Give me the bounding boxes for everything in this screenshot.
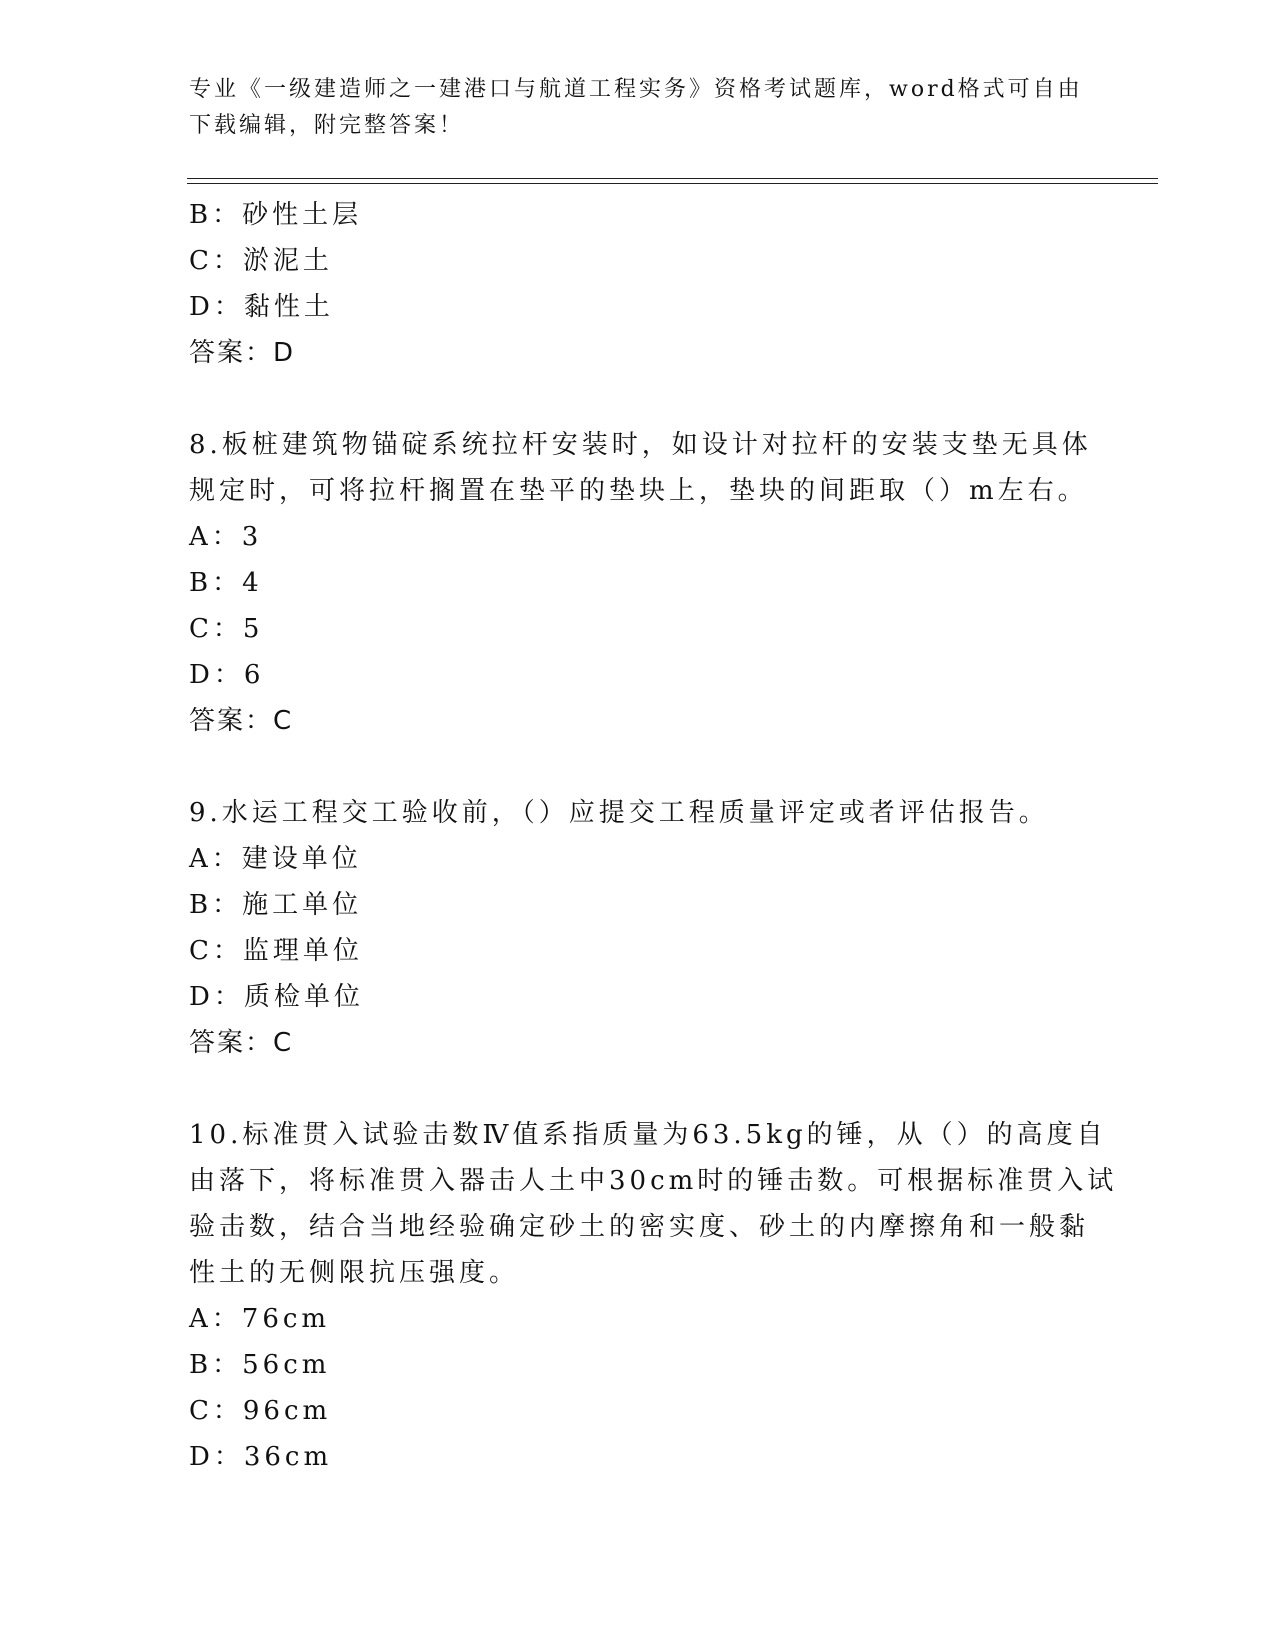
question-8 [189, 422, 1092, 744]
q10-stem-line-3: 验击数，结合当地经验确定砂土的密实度、砂土的内摩擦角和一般黏 [189, 1212, 1090, 1242]
question-10 [189, 1112, 1118, 1480]
q10-option-d: D：36cm [189, 1442, 333, 1472]
q10-option-c: C：96cm [189, 1396, 332, 1426]
q10-option-b: B：56cm [189, 1350, 331, 1380]
q10-stem-line-2: 由落下，将标准贯入器击人土中30cm时的锤击数。可根据标准贯入试 [189, 1166, 1118, 1196]
q7-option-b: B：砂性土层 [189, 200, 363, 230]
question-9 [189, 790, 1089, 1066]
question-content [189, 192, 1118, 1480]
q8-answer: 答案：C [189, 706, 294, 736]
q7-option-d: D：黏性土 [189, 292, 334, 322]
q8-stem-line-1: 8.板桩建筑物锚碇系统拉杆安装时，如设计对拉杆的安装支垫无具体 [189, 430, 1092, 460]
q7-option-c: C：淤泥土 [189, 246, 333, 276]
q7-answer: 答案：D [189, 338, 296, 368]
q8-option-b: B：4 [189, 568, 263, 598]
q9-stem-line-1: 9.水运工程交工验收前，（）应提交工程质量评定或者评估报告。 [189, 798, 1049, 828]
q9-answer: 答案：C [189, 1028, 294, 1058]
q8-stem-line-2: 规定时，可将拉杆搁置在垫平的垫块上，垫块的间距取（）m左右。 [189, 476, 1088, 506]
header-rule-top [187, 178, 1158, 179]
q10-stem-line-1: 10.标准贯入试验击数Ⅳ值系指质量为63.5kg的锤，从（）的高度自 [189, 1120, 1107, 1150]
q9-option-d: D：质检单位 [189, 982, 364, 1012]
header-rule-bottom [187, 183, 1158, 184]
q10-stem-line-4: 性土的无侧限抗压强度。 [189, 1258, 520, 1288]
q9-option-b: B：施工单位 [189, 890, 363, 920]
document-header: 专业《一级建造师之一建港口与航道工程实务》资格考试题库，word格式可自由下载编辑，附完整答案！ [189, 77, 1083, 138]
q9-option-c: C：监理单位 [189, 936, 363, 966]
q10-option-a: A：76cm [189, 1304, 331, 1334]
q8-option-d: D：6 [189, 660, 265, 690]
q8-option-a: A：3 [189, 522, 263, 552]
q8-option-c: C：5 [189, 614, 264, 644]
question-7 [189, 192, 1089, 376]
q9-option-a: A：建设单位 [189, 844, 362, 874]
